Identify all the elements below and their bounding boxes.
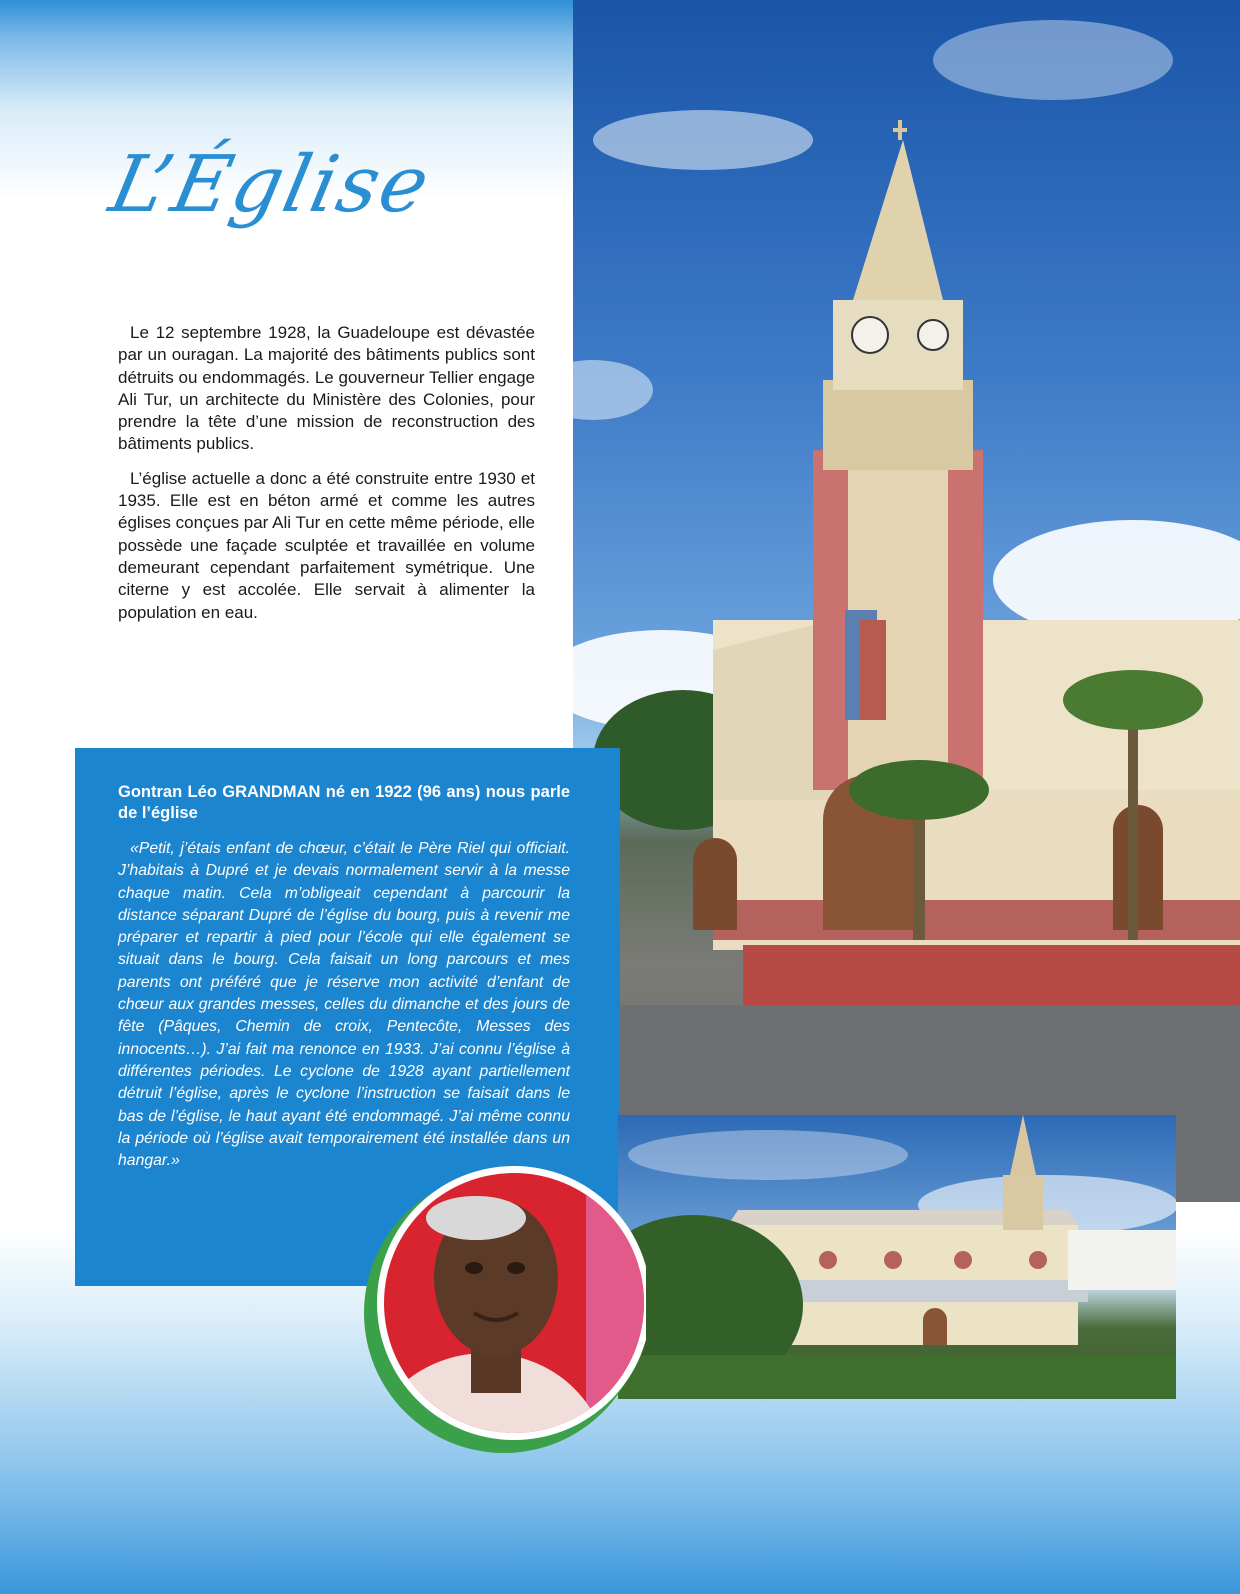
intro-paragraph-2: L’église actuelle a donc a été construite entre 1930 et 1935. Elle est en béton armé et comme les autres églises conçues par Ali Tur en cette même période, elle possède une façade sculptée et travaillée en volume demeurant cependant parfaitement symétrique. Une citerne y est accolée. Elle servait à alimenter la population en eau. [118, 468, 535, 622]
portrait-photo [356, 1163, 646, 1453]
page-title: L’Église [102, 140, 439, 230]
testimony-quote: «Petit, j’étais enfant de chœur, c’était le Père Riel qui officiait. J’habitais à Dupré et je devais normalement servir à la messe chaque matin. Cela m’obligeait cependant à parcourir la distance séparant Dupré de l’église du bourg, puis à revenir me préparer et repartir à pied pour l’école qui elle également se situait dans le bourg. Cela faisait un long parcours et mes parents ont préféré que je réserve mon activité d’enfant de chœur aux grandes messes, celles du dimanche et des jours de fête (Pâques, Chemin de croix, Pentecôte, Messes des innocents…). J’ai fait ma renonce en 1933. J’ai connu l’église à différentes périodes. Le cyclone de 1928 ayant partiellement détruit l’église, après le cyclone l’instruction se faisait dans le bas de l’église, le haut ayant été endommagé. J’ai même connu la période où l’église avait temporairement été installée dans un hangar.» [118, 840, 570, 1170]
church-front-illustration [573, 0, 1240, 1202]
portrait-illustration [356, 1163, 646, 1453]
intro-text [118, 322, 535, 636]
church-side-photo [618, 1115, 1176, 1399]
intro-paragraph-1: Le 12 septembre 1928, la Guadeloupe est dévastée par un ouragan. La majorité des bâtiments publics sont détruits ou endommagés. Le gouverneur Tellier engage Ali Tur, un architecte du Ministère des Colonies, pour prendre la tête d’une mission de reconstruction des bâtiments publics. [118, 323, 535, 454]
church-front-photo [573, 0, 1240, 1202]
testimony-heading: Gontran Léo GRANDMAN né en 1922 (96 ans) nous parle de l’église [118, 783, 570, 822]
church-side-illustration [618, 1115, 1176, 1399]
